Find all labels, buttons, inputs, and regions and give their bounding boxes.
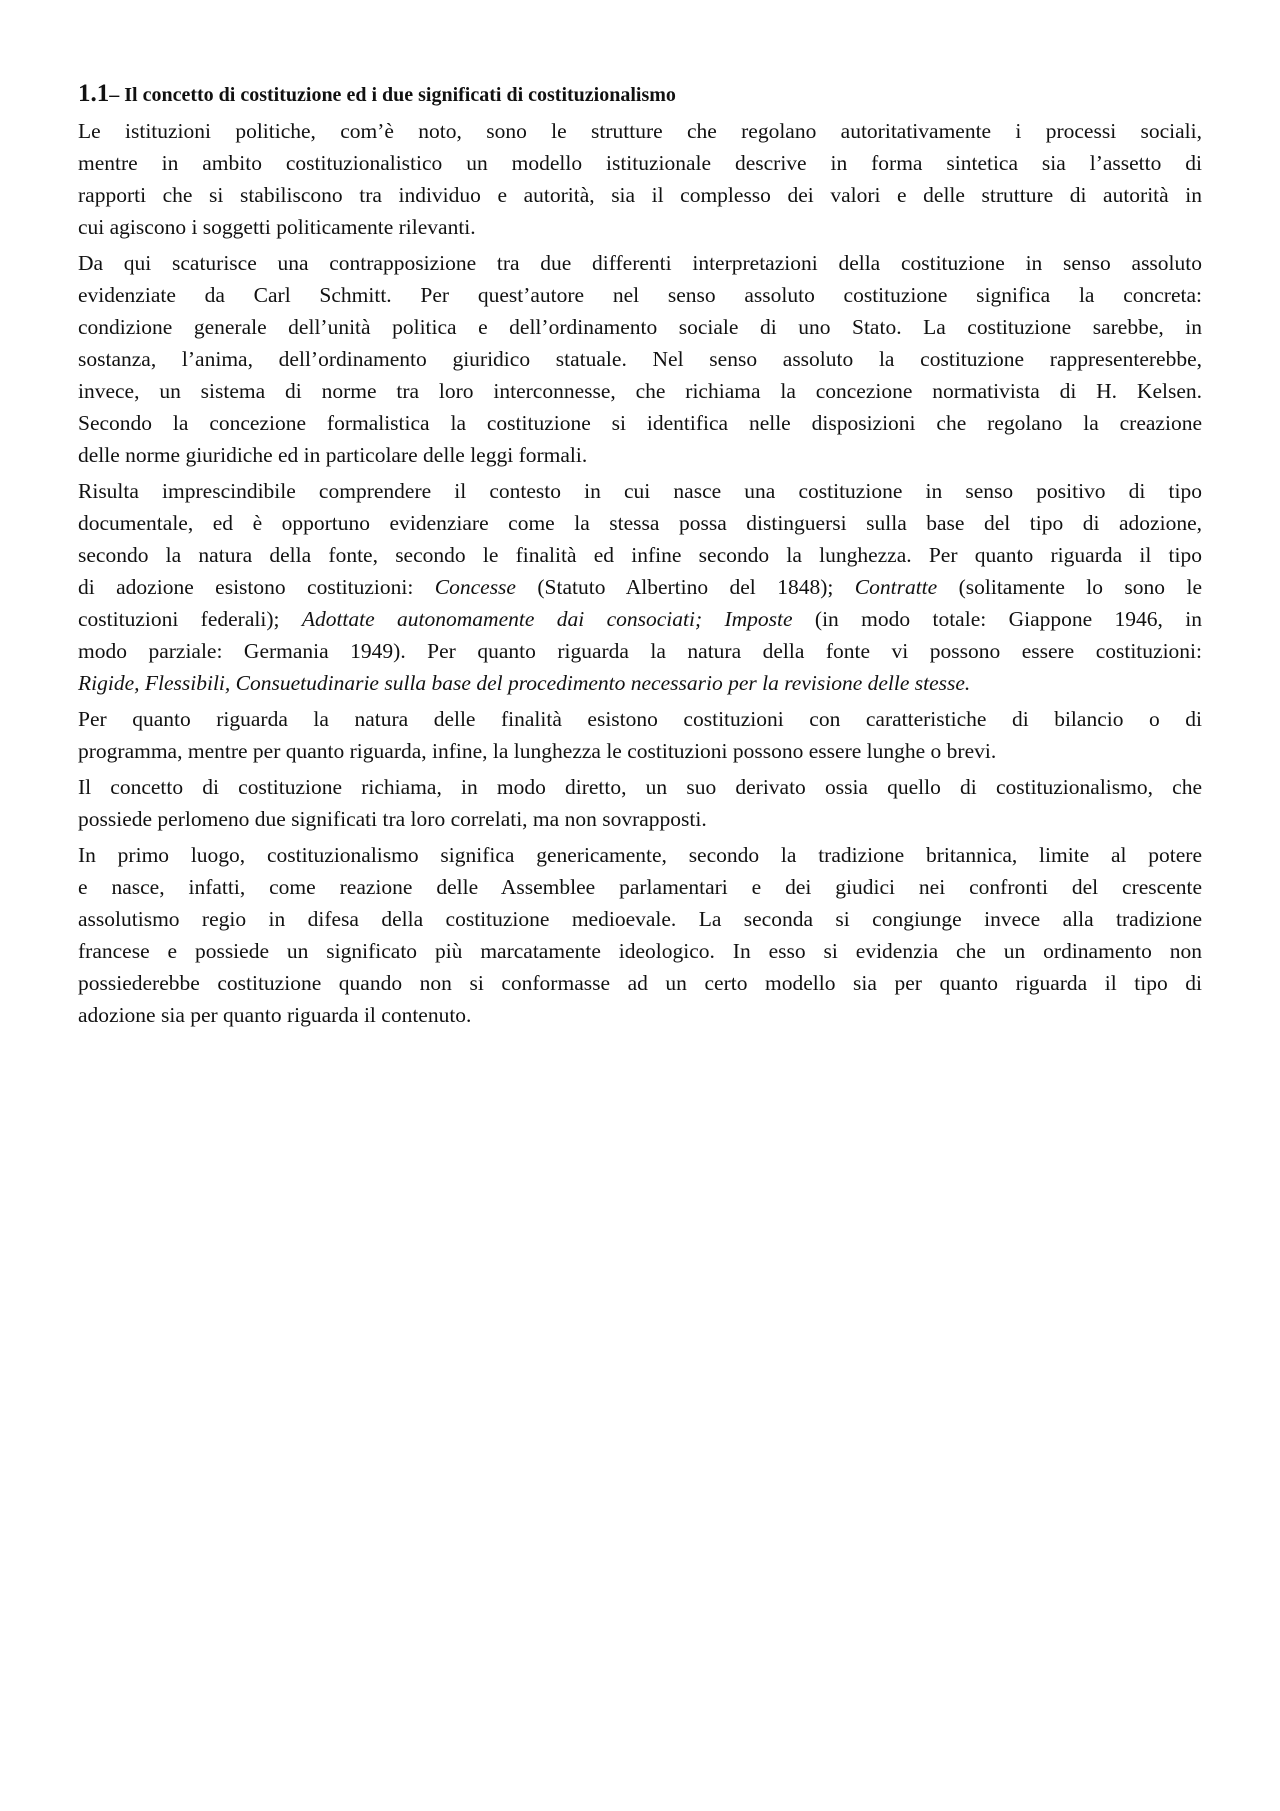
document-page: [78, 78, 1202, 1035]
paragraph: [78, 475, 1202, 699]
text-line: [78, 539, 1202, 571]
text-line: [78, 279, 1202, 311]
text-line: [78, 439, 1202, 471]
text-segment: In primo luogo, costituzionalismo significa genericamente, secondo la tradizione britannica, limite al potere: [78, 843, 1202, 867]
text-segment: Il concetto di costituzione richiama, in modo diretto, un suo derivato ossia quello di costituzionalismo, che: [78, 775, 1202, 799]
body-text: [78, 115, 1202, 1031]
text-segment: condizione generale dell’unità politica e dell’ordinamento sociale di uno Stato. La costituzione sarebbe, in: [78, 315, 1202, 339]
paragraph: [78, 839, 1202, 1031]
italic-text: Contratte: [854, 575, 938, 599]
text-segment: Risulta imprescindibile comprendere il contesto in cui nasce una costituzione in senso positivo di tipo: [78, 479, 1202, 503]
italic-text: Concesse: [434, 575, 516, 599]
text-segment: (solitamente lo sono le: [937, 575, 1202, 599]
italic-text: Adottate autonomamente dai consociati; Imposte: [301, 607, 793, 631]
text-segment: programma, mentre per quanto riguarda, infine, la lunghezza le costituzioni possono essere lunghe o brevi.: [78, 739, 997, 763]
text-line: [78, 903, 1202, 935]
text-line: [78, 571, 1202, 603]
text-segment: Le istituzioni politiche, com’è noto, sono le strutture che regolano autoritativamente i processi sociali,: [78, 119, 1202, 143]
text-line: [78, 343, 1202, 375]
section-heading: [78, 78, 1202, 111]
text-line: [78, 147, 1202, 179]
paragraph: [78, 247, 1202, 471]
text-line: [78, 475, 1202, 507]
text-line: [78, 115, 1202, 147]
text-line: [78, 967, 1202, 999]
section-number: 1.1: [78, 80, 110, 107]
section-title: – Il concetto di costituzione ed i due significati di costituzionalismo: [109, 84, 676, 106]
text-segment: modo parziale: Germania 1949). Per quanto riguarda la natura della fonte vi possono essere costituzioni:: [78, 639, 1202, 663]
text-segment: secondo la natura della fonte, secondo le finalità ed infine secondo la lunghezza. Per quanto riguarda il tipo: [78, 543, 1202, 567]
text-line: [78, 375, 1202, 407]
paragraph: [78, 703, 1202, 767]
text-segment: (Statuto Albertino del 1848);: [515, 575, 855, 599]
text-line: [78, 311, 1202, 343]
text-line: [78, 507, 1202, 539]
text-line: [78, 935, 1202, 967]
text-segment: francese e possiede un significato più marcatamente ideologico. In esso si evidenzia che un ordinamento non: [78, 939, 1202, 963]
text-segment: Per quanto riguarda la natura delle finalità esistono costituzioni con caratteristiche di bilancio o di: [78, 707, 1202, 731]
text-segment: costituzioni federali);: [78, 607, 302, 631]
text-segment: (in modo totale: Giappone 1946, in: [792, 607, 1202, 631]
text-line: [78, 667, 1202, 699]
paragraph: [78, 115, 1202, 243]
text-line: [78, 635, 1202, 667]
text-line: [78, 703, 1202, 735]
text-segment: cui agiscono i soggetti politicamente rilevanti.: [78, 215, 476, 239]
text-segment: documentale, ed è opportuno evidenziare come la stessa possa distinguersi sulla base del tipo di adozione,: [78, 511, 1202, 535]
text-segment: delle norme giuridiche ed in particolare delle leggi formali.: [78, 443, 588, 467]
text-line: [78, 839, 1202, 871]
text-line: [78, 211, 1202, 243]
text-segment: possiede perlomeno due significati tra loro correlati, ma non sovrapposti.: [78, 807, 707, 831]
text-segment: adozione sia per quanto riguarda il contenuto.: [78, 1003, 472, 1027]
text-line: [78, 999, 1202, 1031]
text-line: [78, 407, 1202, 439]
paragraph: [78, 771, 1202, 835]
text-segment: Da qui scaturisce una contrapposizione tra due differenti interpretazioni della costituzione in senso assoluto: [78, 251, 1202, 275]
text-line: [78, 247, 1202, 279]
text-segment: sostanza, l’anima, dell’ordinamento giuridico statuale. Nel senso assoluto la costituzione rappresenterebbe,: [78, 347, 1202, 371]
text-segment: possiederebbe costituzione quando non si conformasse ad un certo modello sia per quanto riguarda il tipo di: [78, 971, 1202, 995]
italic-text: Rigide, Flessibili, Consuetudinarie sulla base del procedimento necessario per la revisione delle stesse.: [78, 671, 971, 695]
text-line: [78, 771, 1202, 803]
text-segment: assolutismo regio in difesa della costituzione medioevale. La seconda si congiunge invece alla tradizione: [78, 907, 1202, 931]
text-line: [78, 871, 1202, 903]
text-segment: invece, un sistema di norme tra loro interconnesse, che richiama la concezione normativista di H. Kelsen.: [78, 379, 1202, 403]
text-segment: evidenziate da Carl Schmitt. Per quest’autore nel senso assoluto costituzione significa la concreta:: [78, 283, 1202, 307]
text-segment: e nasce, infatti, come reazione delle Assemblee parlamentari e dei giudici nei confronti del crescente: [78, 875, 1202, 899]
text-segment: rapporti che si stabiliscono tra individuo e autorità, sia il complesso dei valori e delle strutture di autorità in: [78, 183, 1202, 207]
text-segment: Secondo la concezione formalistica la costituzione si identifica nelle disposizioni che regolano la creazione: [78, 411, 1202, 435]
text-segment: mentre in ambito costituzionalistico un modello istituzionale descrive in forma sintetica sia l’assetto di: [78, 151, 1202, 175]
text-line: [78, 179, 1202, 211]
text-line: [78, 735, 1202, 767]
text-segment: di adozione esistono costituzioni:: [78, 575, 435, 599]
text-line: [78, 603, 1202, 635]
text-line: [78, 803, 1202, 835]
